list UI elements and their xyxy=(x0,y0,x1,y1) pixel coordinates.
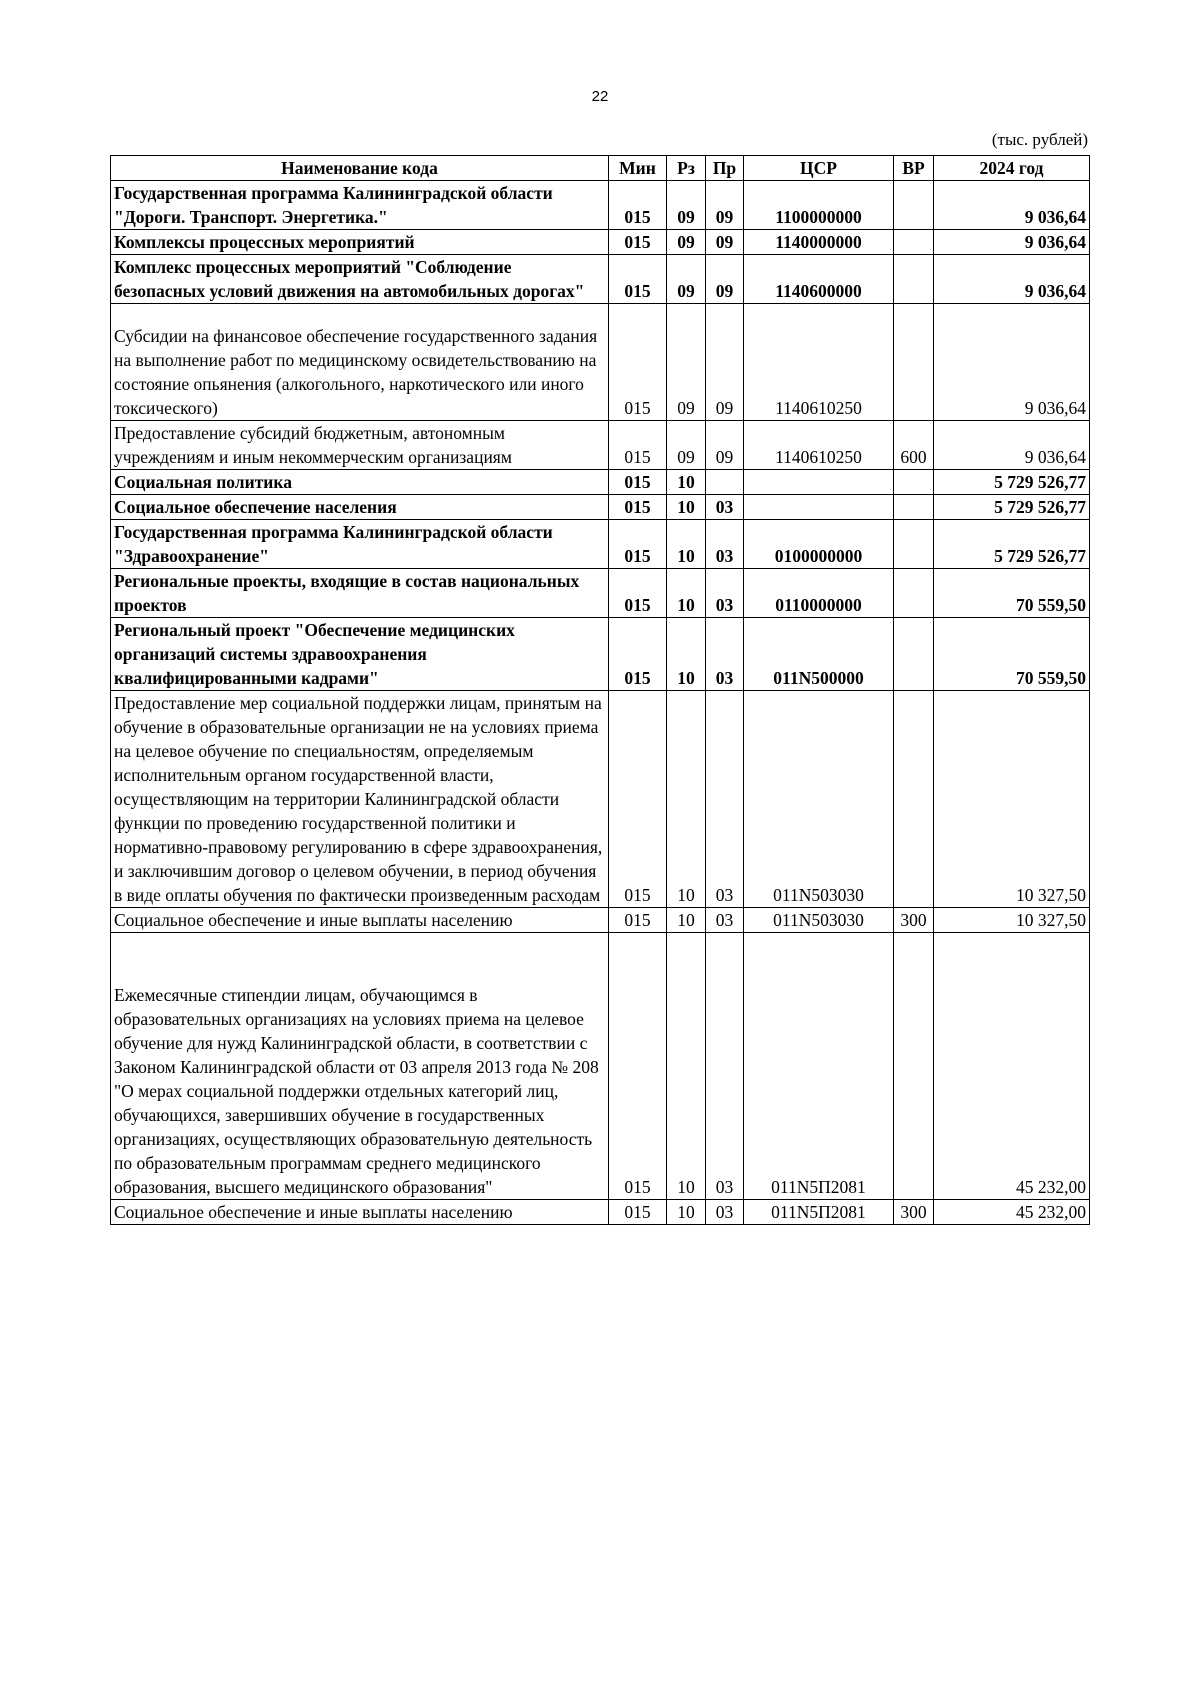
row-vr xyxy=(894,691,934,908)
row-vr xyxy=(894,618,934,691)
row-name: Предоставление мер социальной поддержки лицам, принятым на обучение в образовательные организации не на условиях приема на целевое обучение по специальностям, определяемым исполнительным органом государственной власти, осуществляющим на территории Калининградской области функции по проведению государственной политики и нормативно-правовому регулированию в сфере здравоохранения, и заключившим договор о целевом обучении, в период обучения в виде оплаты обучения по фактически произведенным расходам xyxy=(111,691,609,908)
table-row xyxy=(111,181,1090,230)
row-csr xyxy=(744,495,894,520)
row-csr xyxy=(744,470,894,495)
row-vr xyxy=(894,304,934,421)
row-name: Государственная программа Калининградской области "Здравоохранение" xyxy=(111,520,609,569)
table-row xyxy=(111,569,1090,618)
row-rz: 09 xyxy=(667,230,706,255)
table-row xyxy=(111,908,1090,933)
budget-table xyxy=(110,155,1090,1225)
row-vr xyxy=(894,181,934,230)
table-row xyxy=(111,618,1090,691)
row-amount: 9 036,64 xyxy=(934,181,1090,230)
row-amount: 70 559,50 xyxy=(934,569,1090,618)
row-min: 015 xyxy=(609,181,667,230)
row-vr xyxy=(894,933,934,1200)
row-vr xyxy=(894,569,934,618)
row-rz: 10 xyxy=(667,908,706,933)
row-csr: 1140610250 xyxy=(744,421,894,470)
row-min: 015 xyxy=(609,230,667,255)
row-vr xyxy=(894,470,934,495)
row-pr: 03 xyxy=(706,569,744,618)
row-rz: 09 xyxy=(667,421,706,470)
table-row xyxy=(111,1200,1090,1225)
row-pr: 03 xyxy=(706,933,744,1200)
table-row xyxy=(111,421,1090,470)
row-pr: 03 xyxy=(706,691,744,908)
row-min: 015 xyxy=(609,933,667,1200)
row-rz: 10 xyxy=(667,691,706,908)
row-name: Комплексы процессных мероприятий xyxy=(111,230,609,255)
table-row xyxy=(111,230,1090,255)
row-csr: 1140610250 xyxy=(744,304,894,421)
row-rz: 10 xyxy=(667,1200,706,1225)
row-amount: 9 036,64 xyxy=(934,255,1090,304)
row-name: Региональные проекты, входящие в состав национальных проектов xyxy=(111,569,609,618)
row-amount: 10 327,50 xyxy=(934,908,1090,933)
row-min: 015 xyxy=(609,255,667,304)
row-rz: 10 xyxy=(667,569,706,618)
row-name: Предоставление субсидий бюджетным, автономным учреждениям и иным некоммерческим организациям xyxy=(111,421,609,470)
row-csr: 011N5П2081 xyxy=(744,1200,894,1225)
row-amount: 45 232,00 xyxy=(934,933,1090,1200)
row-csr: 011N500000 xyxy=(744,618,894,691)
row-min: 015 xyxy=(609,691,667,908)
table-row xyxy=(111,495,1090,520)
row-amount: 9 036,64 xyxy=(934,304,1090,421)
table-row xyxy=(111,933,1090,1200)
table-row xyxy=(111,255,1090,304)
row-name: Региональный проект "Обеспечение медицинских организаций системы здравоохранения квалифицированными кадрами" xyxy=(111,618,609,691)
row-vr xyxy=(894,495,934,520)
row-vr xyxy=(894,230,934,255)
row-rz: 09 xyxy=(667,181,706,230)
row-name: Социальная политика xyxy=(111,470,609,495)
row-min: 015 xyxy=(609,495,667,520)
header-csr: ЦСР xyxy=(744,156,894,181)
row-name: Комплекс процессных мероприятий "Соблюдение безопасных условий движения на автомобильных дорогах" xyxy=(111,255,609,304)
header-vr: ВР xyxy=(894,156,934,181)
header-year: 2024 год xyxy=(934,156,1090,181)
row-name: Ежемесячные стипендии лицам, обучающимся в образовательных организациях на условиях приема на целевое обучение для нужд Калининградской области, в соответствии с Законом Калининградской области от 03 апреля 2013 года № 208 "О мерах социальной поддержки отдельных категорий лиц, обучающихся, завершивших обучение в государственных организациях, осуществляющих образовательную деятельность по образовательным программам среднего медицинского образования, высшего медицинского образования" xyxy=(111,933,609,1200)
row-rz: 09 xyxy=(667,304,706,421)
row-csr: 011N503030 xyxy=(744,908,894,933)
row-csr: 011N5П2081 xyxy=(744,933,894,1200)
row-amount: 9 036,64 xyxy=(934,421,1090,470)
row-rz: 10 xyxy=(667,470,706,495)
row-min: 015 xyxy=(609,304,667,421)
row-vr: 600 xyxy=(894,421,934,470)
row-pr: 03 xyxy=(706,1200,744,1225)
row-pr: 09 xyxy=(706,304,744,421)
units-label: (тыс. рублей) xyxy=(991,130,1088,149)
row-min: 015 xyxy=(609,421,667,470)
row-amount: 9 036,64 xyxy=(934,230,1090,255)
row-csr: 011N503030 xyxy=(744,691,894,908)
row-vr xyxy=(894,255,934,304)
row-amount: 45 232,00 xyxy=(934,1200,1090,1225)
row-rz: 10 xyxy=(667,495,706,520)
row-csr: 0110000000 xyxy=(744,569,894,618)
row-name: Субсидии на финансовое обеспечение государственного задания на выполнение работ по медицинскому освидетельствованию на состояние опьянения (алкогольного, наркотического или иного токсического) xyxy=(111,304,609,421)
row-name: Государственная программа Калининградской области "Дороги. Транспорт. Энергетика." xyxy=(111,181,609,230)
row-pr: 03 xyxy=(706,495,744,520)
row-name: Социальное обеспечение и иные выплаты населению xyxy=(111,908,609,933)
row-min: 015 xyxy=(609,1200,667,1225)
table-row xyxy=(111,520,1090,569)
row-vr xyxy=(894,520,934,569)
row-pr xyxy=(706,470,744,495)
table-row xyxy=(111,691,1090,908)
row-amount: 5 729 526,77 xyxy=(934,495,1090,520)
row-vr: 300 xyxy=(894,1200,934,1225)
row-pr: 09 xyxy=(706,230,744,255)
row-pr: 03 xyxy=(706,618,744,691)
header-pr: Пр xyxy=(706,156,744,181)
row-name: Социальное обеспечение населения xyxy=(111,495,609,520)
header-name: Наименование кода xyxy=(111,156,609,181)
row-rz: 09 xyxy=(667,255,706,304)
row-csr: 1100000000 xyxy=(744,181,894,230)
row-name: Социальное обеспечение и иные выплаты населению xyxy=(111,1200,609,1225)
row-min: 015 xyxy=(609,618,667,691)
row-amount: 10 327,50 xyxy=(934,691,1090,908)
row-pr: 09 xyxy=(706,181,744,230)
row-rz: 10 xyxy=(667,618,706,691)
row-min: 015 xyxy=(609,569,667,618)
header-row xyxy=(111,156,1090,181)
table-row xyxy=(111,470,1090,495)
row-csr: 0100000000 xyxy=(744,520,894,569)
row-amount: 5 729 526,77 xyxy=(934,470,1090,495)
header-min: Мин xyxy=(609,156,667,181)
row-pr: 09 xyxy=(706,421,744,470)
page-number: 22 xyxy=(591,88,609,105)
row-csr: 1140000000 xyxy=(744,230,894,255)
row-amount: 70 559,50 xyxy=(934,618,1090,691)
row-min: 015 xyxy=(609,520,667,569)
row-min: 015 xyxy=(609,908,667,933)
header-rz: Рз xyxy=(667,156,706,181)
row-rz: 10 xyxy=(667,520,706,569)
row-pr: 09 xyxy=(706,255,744,304)
row-pr: 03 xyxy=(706,908,744,933)
row-csr: 1140600000 xyxy=(744,255,894,304)
row-min: 015 xyxy=(609,470,667,495)
row-amount: 5 729 526,77 xyxy=(934,520,1090,569)
table-row xyxy=(111,304,1090,421)
row-vr: 300 xyxy=(894,908,934,933)
row-pr: 03 xyxy=(706,520,744,569)
row-rz: 10 xyxy=(667,933,706,1200)
